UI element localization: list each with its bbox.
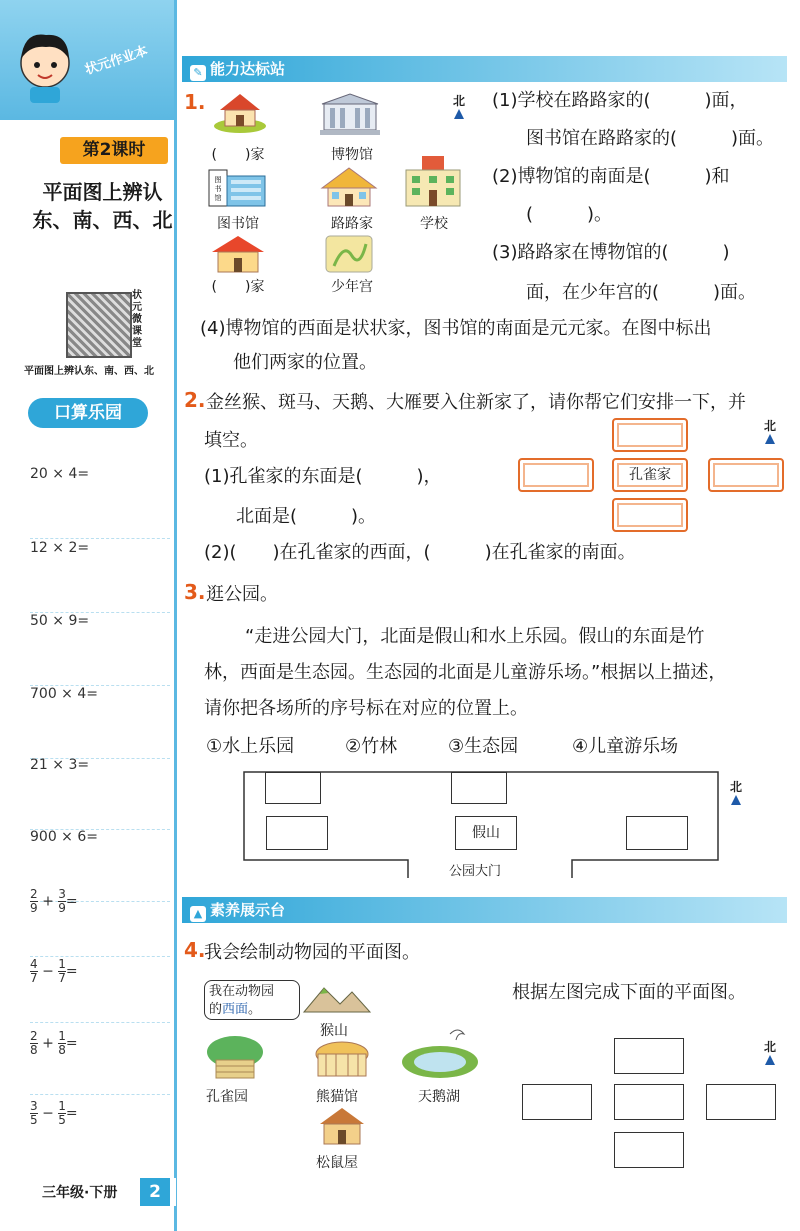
label-palace: 少年宫 <box>331 279 373 295</box>
q3-para3: 请你把各场所的序号标在对应的位置上。 <box>204 698 528 719</box>
svg-text:书: 书 <box>214 185 222 193</box>
q2-line1: 金丝猴、斑马、天鹅、大雁要入住新家了，请你帮它们安排一下，并 <box>206 392 746 413</box>
sidebar <box>0 0 176 1231</box>
cap-icon: ▲ <box>190 906 206 922</box>
label-peacock: 孔雀园 <box>206 1089 248 1105</box>
park-box-nw[interactable] <box>265 772 321 804</box>
brand-label: 状元作业本 <box>83 43 150 79</box>
label-jia2: ( )家 <box>211 279 265 295</box>
park-rockery: 假山 <box>455 816 517 850</box>
panda-house-icon <box>312 1036 372 1080</box>
zoo-box-north[interactable] <box>614 1038 684 1074</box>
question-number: 3. <box>184 580 206 604</box>
q3-para1: “走进公园大门，北面是假山和水上乐园。假山的东面是竹 <box>245 626 705 647</box>
school-icon <box>402 150 464 210</box>
oral-item: 50 × 9= <box>30 613 170 686</box>
q4-instruction: 根据左图完成下面的平面图。 <box>512 982 746 1003</box>
north-indicator: 北 <box>760 1038 780 1065</box>
q3-option-3: ③生态园 <box>448 736 519 757</box>
house-icon <box>212 88 268 134</box>
north-indicator: 北 <box>449 92 469 119</box>
zoo-box-center[interactable] <box>614 1084 684 1120</box>
oral-item: 900 × 6= <box>30 829 170 902</box>
zoo-box-west[interactable] <box>522 1084 592 1120</box>
north-indicator: 北 <box>760 417 780 444</box>
q3-option-1: ①水上乐园 <box>206 736 295 757</box>
qr-code-icon[interactable] <box>66 292 132 358</box>
zoo-box-east[interactable] <box>706 1084 776 1120</box>
q1-sub3b: 面，在少年宫的( )面。 <box>526 282 757 303</box>
lesson-badge: 第2课时 <box>60 137 168 164</box>
label-panda: 熊猫馆 <box>316 1089 358 1105</box>
oral-item: 20 × 4= <box>30 466 170 539</box>
museum-icon <box>318 92 382 136</box>
library-icon <box>207 166 269 210</box>
palace-icon <box>322 232 376 276</box>
kid-mascot-icon <box>10 25 80 105</box>
fraction-item: $\frac{3}{5}$ − $\frac{1}{5}$ = <box>30 1099 78 1127</box>
page-footer <box>0 1178 176 1206</box>
q1-sub4a: (4)博物馆的西面是状状家，图书馆的南面是元元家。在图中标出 <box>200 318 712 339</box>
label-museum: 博物馆 <box>331 147 373 163</box>
q3-option-2: ②竹林 <box>345 736 398 757</box>
park-gate-label: 公园大门 <box>449 864 502 879</box>
park-box-w[interactable] <box>266 816 328 850</box>
qr-side-label: 状元微课堂 <box>132 290 142 349</box>
answer-box-north[interactable] <box>612 418 688 452</box>
fraction-item: $\frac{2}{9}$ + $\frac{3}{9}$ = <box>30 888 170 957</box>
section-header-ability <box>182 56 787 82</box>
section-title: ▲ 素养展示台 <box>190 897 285 923</box>
lulu-house-icon <box>318 164 380 210</box>
pencil-icon: ✎ <box>190 65 206 81</box>
house2-icon <box>208 232 268 276</box>
answer-box-west[interactable] <box>518 458 594 492</box>
label-library: 图书馆 <box>217 216 259 232</box>
label-school: 学校 <box>420 216 448 232</box>
q1-sub2a: (2)博物馆的南面是( )和 <box>492 166 730 187</box>
q2-sub1a: (1)孔雀家的东面是( )， <box>204 466 442 487</box>
topic-title-line1: 平面图上辨认 <box>42 180 163 204</box>
q1-sub2b: ( )。 <box>526 204 613 225</box>
q2-sub2: (2)( )在孔雀家的西面，( )在孔雀家的南面。 <box>204 542 636 563</box>
q3-option-4: ④儿童游乐场 <box>572 736 679 757</box>
north-indicator: 北 <box>726 778 746 805</box>
label-jia1: ( )家 <box>211 147 265 163</box>
q3-para2: 林，西面是生态园。生态园的北面是儿童游乐场。”根据以上描述， <box>204 662 727 683</box>
center-box-peacock: 孔雀家 <box>612 458 688 492</box>
label-lulu: 路路家 <box>331 216 373 232</box>
park-box-e[interactable] <box>626 816 688 850</box>
svg-text:馆: 馆 <box>214 194 222 202</box>
question-number: 2. <box>184 388 206 412</box>
squirrel-house-icon <box>316 1104 368 1148</box>
q4-title: 我会绘制动物园的平面图。 <box>204 942 420 963</box>
oral-item: 12 × 2= <box>30 540 170 613</box>
section-header-literacy <box>182 897 787 923</box>
svg-text:图: 图 <box>214 176 222 184</box>
grade-label: 三年级·下册 <box>42 1185 118 1201</box>
north-arrow-icon <box>765 434 775 444</box>
label-squirrel: 松鼠屋 <box>316 1155 358 1171</box>
qr-caption: 平面图上辨认东、南、西、北 <box>24 366 154 377</box>
oral-item: 21 × 3= <box>30 757 170 830</box>
north-arrow-icon <box>765 1055 775 1065</box>
oral-item: 700 × 4= <box>30 686 170 759</box>
label-swan: 天鹅湖 <box>418 1089 460 1105</box>
north-arrow-icon <box>454 109 464 119</box>
swan-lake-icon <box>400 1024 480 1080</box>
oral-calc-badge: 口算乐园 <box>28 398 148 428</box>
mountain-icon <box>300 980 372 1016</box>
answer-box-south[interactable] <box>612 498 688 532</box>
peacock-garden-icon <box>202 1032 268 1082</box>
q1-sub1b: 图书馆在路路家的( )面。 <box>526 128 775 149</box>
park-box-n[interactable] <box>451 772 507 804</box>
q2-sub1b: 北面是( )。 <box>236 506 377 527</box>
page-number: 2 <box>140 1178 170 1206</box>
fraction-item: $\frac{2}{8}$ + $\frac{1}{8}$ = <box>30 1030 170 1095</box>
q3-title: 逛公园。 <box>206 584 278 605</box>
question-number: 4. <box>184 938 206 962</box>
zoo-box-south[interactable] <box>614 1132 684 1168</box>
question-number: 1. <box>184 90 206 114</box>
q2-line2: 填空。 <box>204 430 258 451</box>
topic-title-line2: 东、南、西、北 <box>32 208 173 232</box>
speech-bubble: 我在动物园 的西面。 <box>204 980 300 1020</box>
q1-sub1a: (1)学校在路路家的( )面， <box>492 90 748 111</box>
north-arrow-icon <box>731 795 741 805</box>
q1-sub4b: 他们两家的位置。 <box>233 352 377 373</box>
q1-sub3a: (3)路路家在博物馆的( ) <box>492 242 730 263</box>
label-monkey: 猴山 <box>320 1023 348 1039</box>
section-title: ✎ 能力达标站 <box>190 56 285 82</box>
answer-box-east[interactable] <box>708 458 784 492</box>
fraction-item: $\frac{4}{7}$ − $\frac{1}{7}$ = <box>30 958 170 1023</box>
